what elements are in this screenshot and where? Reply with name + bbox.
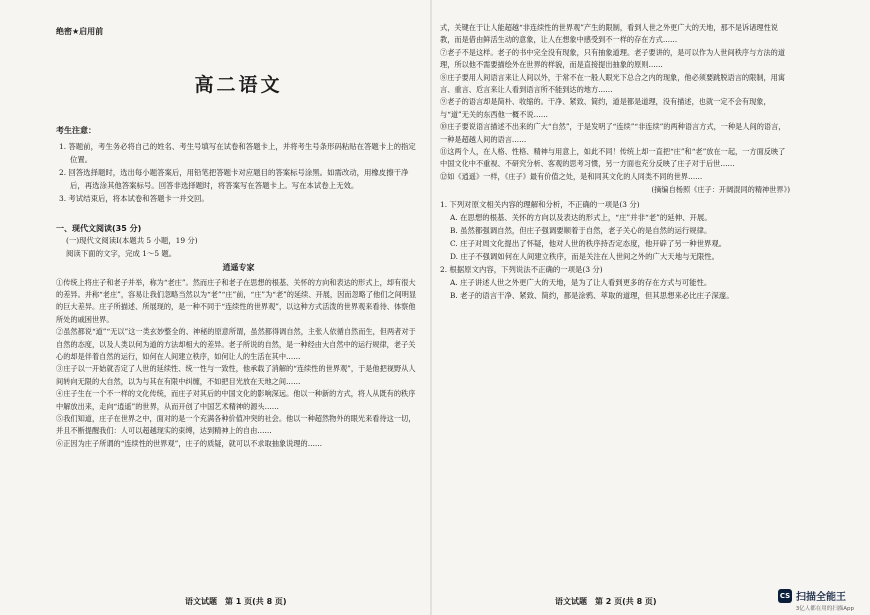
passage-paragraph: ⑫如《逍遥》一样，《庄子》最有价值之处，是和同其文化的人同类不同的世界……	[440, 171, 703, 181]
exam-title: 高二语文	[194, 73, 283, 96]
passage-paragraph: 式，关键在于让人能超越“非连续性的世界观”产生的限制，看到人世之外更广大的天地，那不是诉诸理性说教，而是借由鲜活生动的意象，让人在想象中感受到不一样的存在方式……	[440, 23, 778, 45]
scanner-tagline: 3亿人都在用的扫描App	[795, 606, 854, 612]
notice-item: 3. 考试结束后，将本试卷和答题卡一并交回。	[59, 193, 209, 203]
page-2-footer: 语文试题 第 2 页(共 8 页)	[555, 597, 657, 606]
notice-item: 2. 回答选择题时，选出每小题答案后，用铅笔把答题卡对应题目的答案标号涂黑。如需改动，用橡皮擦干净后，再选涂其他答案标号。回答非选择题时，将答案写在答题卡上。写在本试卷上无效。	[59, 167, 409, 190]
question-1-option: C. 庄子对周文化提出了怀疑，他对人世的秩序持否定态度，他开辟了另一种世界观。	[450, 238, 727, 248]
exam-page-2	[440, 22, 790, 587]
notice-heading: 考生注意：	[56, 126, 96, 135]
question-1-option: A. 在思想的根基、关怀的方向以及表达的形式上，“庄”并非“老”的延伸、开展。	[450, 212, 712, 222]
passage-paragraph: ①传统上将庄子和老子并举，称为“老庄”。然而庄子和老子在思想的根基、关怀的方向和表达的形式上，却有很大的差异。并称“老庄”，容易让我们忽略当然以为“老”“庄”前，“庄”为“老”的延续、开展，因而忽略了他们之间明显的巨大差异。庄子所描述、所展现的，是一种不同于“连续性的世界观”，以这种方式活泼的世界观来看待、体察他所处的戚困世界。	[56, 277, 417, 324]
passage-paragraph: ⑨老子的语言却是简朴、收缩的。干净、紧致、简约，道是都是道理，没有描述，也就一定不会有现象，与“道”无关的东西他一概不说……	[440, 97, 771, 119]
question-2-option: A. 庄子讲述人世之外更广大的天地，是为了让人看到更多的存在方式与可能性。	[450, 277, 712, 287]
subsection-heading: (一)现代文阅读Ⅰ(本题共 5 小题，19 分)	[66, 236, 198, 245]
page-1-footer: 语文试题 第 1 页(共 8 页)	[185, 597, 287, 606]
passage-paragraph: ⑧庄子要用人间语言来让人间以外，于常不在一般人眼光下总合之内的现象，他必须要跳脱语言的限制，用寓言、重言、卮言来让人看到语言所不能到达的地方……	[440, 72, 786, 95]
passage-source: (摘编自杨照《庄子：开阔混同的精神世界》)	[651, 185, 790, 195]
notice-item: 1. 答题前，考生务必将自己的姓名、考生号填写在试卷和答题卡上，并将考生号条形码粘贴在答题卡上的指定位置。	[59, 141, 416, 164]
passage-paragraph: ⑦老子不是这样。老子的书中完全没有现象，只有抽象道理。老子要讲的，是可以作为人世间秩序与方法的道理，所以他不需要描绘外在世界的样貌，而是直接提出抽象的原则……	[440, 47, 786, 70]
section-heading: 一、现代文阅读(35 分)	[56, 223, 142, 233]
passage-paragraph: ⑪这两个人，在人格、性格、精神与用意上，如此不同！传统上却一直把“庄”和“老”放在一起，一方面反映了中国文化中不重视、不研究分析、客观的思考习惯，另一方面也充分反映了庄子对于后世……	[440, 147, 786, 169]
passage-paragraph: ②虽然都说“道”“无以”这一类玄妙整全的、神秘的原意所谓，虽然都得调自然，主张人依循自然而生，但两者对于自然的态度，以及人类以何为道的方法却相大的差异。老子所说的自然，是一种经由大自然中的运行规律，老子关心的却是伴着自然的运行，如何在人间建立秩序，如何让人的生活在其中……	[56, 327, 416, 361]
passage-title: 逍遥专家	[222, 263, 255, 272]
page-fold-divider	[430, 0, 432, 615]
passage-paragraph: ④庄子生在一个不一样的文化传统，而庄子对其后的中国文化的影响深远。他以一种新的方式，将人从既有的秩序中解放出来，走向“逍遥”的世界，从而开创了中国艺术精神的源头……	[56, 389, 416, 411]
question-1-option: B. 虽然都强调自然，但庄子强调要顺着于自然，老子关心的是自然的运行规律。	[450, 225, 712, 235]
question-1: 1. 下列对原文相关内容的理解和分析，不正确的一项是(3 分)	[440, 199, 640, 209]
scanner-brand-text: 扫描全能王	[796, 592, 846, 603]
scanner-watermark	[778, 588, 846, 603]
passage-paragraph: ⑩庄子要说语言描述不出来的广大“自然”，于是发明了“连续”“非连续”的两种语言方式，一种是人间的语言，一种是超越人间的语言……	[440, 122, 786, 144]
passage-paragraph: ⑥正因为庄子所谓的“连续性的世界观”，庄子的质疑，就可以不求取抽象说理的……	[56, 438, 323, 448]
question-2: 2. 根据原文内容，下列说法不正确的一项是(3 分)	[440, 264, 603, 274]
camscanner-logo-icon: CS	[778, 589, 792, 603]
question-2-option: B. 老子的语言干净、紧致、简约，都是涂鸦、萃取的道理，但其思想来必比庄子深邃。	[450, 290, 734, 300]
reading-instruction: 阅读下面的文字，完成 1～5 题。	[66, 248, 177, 258]
question-1-option: D. 庄子不强调如何在人间建立秩序，而是关注在人世间之外的广大天地与无限性。	[450, 251, 720, 261]
confidential-mark: 绝密★启用前	[56, 27, 104, 36]
passage-paragraph: ⑤我们知道，庄子在世界之中，面对的是一个充满各种价值冲突的社会。他以一种超然物外的眼光来看待这一切，并且不断提醒我们：人可以超越现实的束缚，达到精神上的自由……	[56, 413, 416, 436]
exam-page-1	[56, 26, 421, 591]
passage-paragraph: ③庄子以一开始就否定了人世的延续性、统一性与一致性，他承载了消解的“连续性的世界观”，于是他把视野从人间转向无限的大自然，以为与其在有限中纠缠，不如把目光放在天地之间……	[56, 364, 416, 386]
